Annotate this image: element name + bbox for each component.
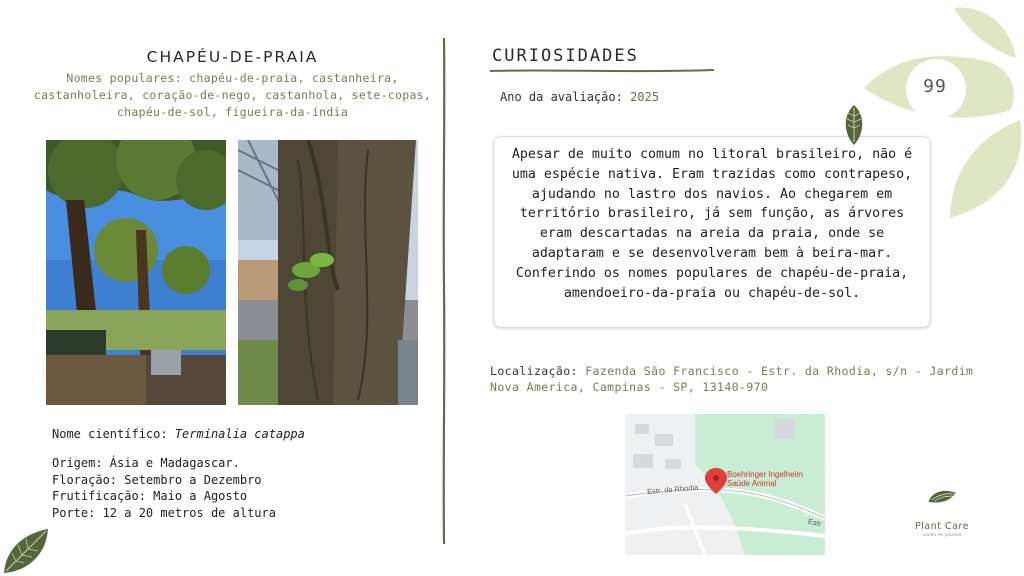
- plant-facts: [52, 455, 276, 521]
- plant-title: CHAPÉU-DE-PRAIA: [146, 48, 319, 66]
- curiosity-text-box: Apesar de muito comum no litoral brasileiro, não é uma espécie nativa. Eram trazidas como contrapeso, ajudando no lastro dos navios. Ao chegarem em território brasileiro, já sem função, as árvores eram descartadas na areia da praia, onde se adaptaram e se desenvolveram bem à beira-mar. Conferindo os nomes populares de chapéu-de-praia, amendoeiro-da-praia ou chapéu-de-sol.: [493, 136, 931, 328]
- page-number: 99: [923, 76, 947, 97]
- scientific-name-label: Nome científico:: [52, 427, 168, 441]
- scientific-name: Terminalia catappa: [174, 427, 305, 441]
- size-text: Porte: 12 a 20 metros de altura: [52, 505, 276, 520]
- map-place-line2: Saúde Animal: [727, 479, 777, 488]
- column-divider: [440, 38, 448, 544]
- plant-care-logo-icon: [902, 486, 982, 520]
- plant-info-column: [0, 0, 440, 576]
- brand-tagline: saúde de plantas: [922, 533, 962, 538]
- map-road-label: Estr. da Rhodia: [646, 482, 699, 497]
- location-map[interactable]: [625, 414, 825, 555]
- title-underline: [490, 68, 714, 74]
- tree-photo-1: [46, 140, 226, 405]
- leaf-icon: [842, 104, 866, 146]
- location-value: Fazenda São Francisco - Estr. da Rhodia, s/n - Jardim Nova America, Campinas - SP, 13140-970: [490, 364, 974, 394]
- year-value: 2025: [630, 90, 659, 104]
- flowering-text: Floração: Setembro a Dezembro: [52, 472, 262, 487]
- map-place-label: [727, 470, 803, 488]
- curiosities-title: CURIOSIDADES: [492, 46, 639, 66]
- location: [490, 364, 980, 395]
- map-road-label-2: Estr: [807, 516, 823, 529]
- scientific-name-line: [52, 427, 305, 441]
- evaluation-year: [500, 90, 659, 104]
- popular-names: Nomes populares: chapéu-de-praia, castanheira, castanholeira, coração-de-nego, castanhola, sete-copas, chapéu-de-sol, figueira-da-índia: [33, 71, 432, 119]
- year-label: Ano da avaliação:: [500, 90, 623, 104]
- leaf-corner-icon: [2, 527, 50, 575]
- origin-text: Origem: Ásia e Madagascar.: [52, 456, 240, 470]
- map-place-line1: Boehringer Ingelheim: [727, 470, 804, 479]
- brand-name: Plant Care: [915, 521, 969, 532]
- tree-photo-2: [238, 140, 418, 405]
- location-label: Localização:: [490, 364, 578, 378]
- fruiting-text: Frutificação: Maio a Agosto: [52, 489, 248, 503]
